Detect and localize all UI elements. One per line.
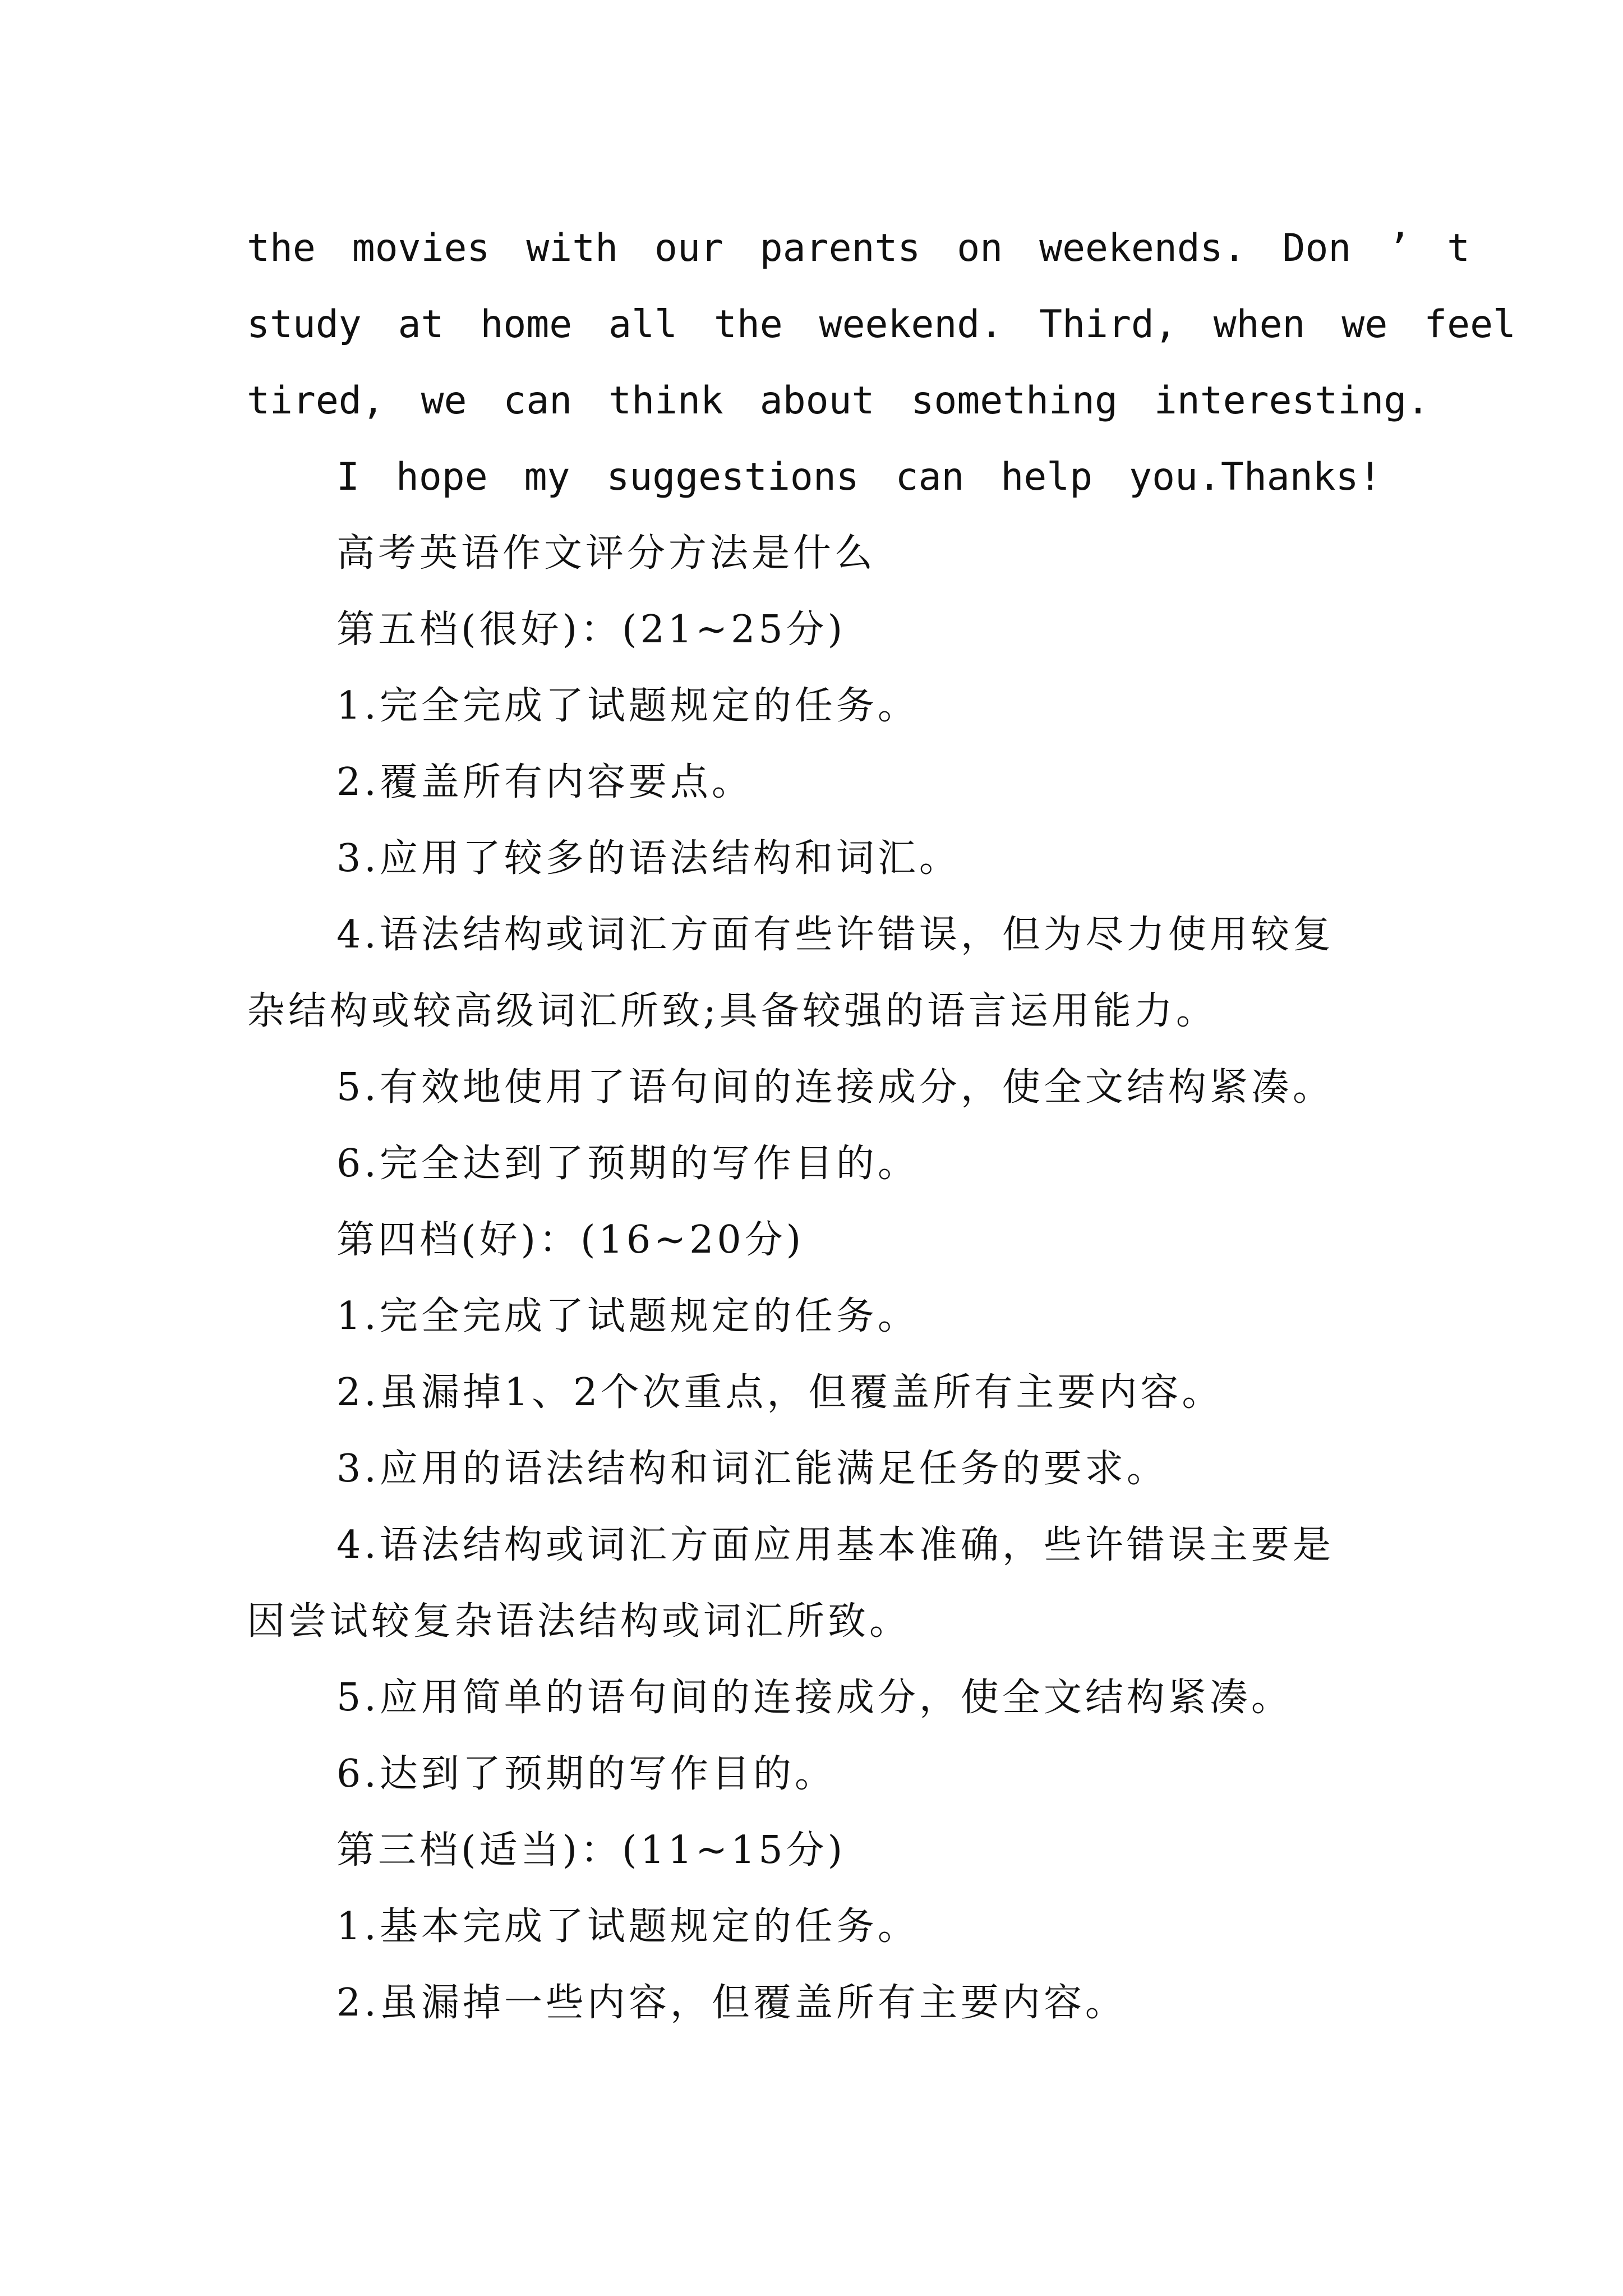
document-body [247, 210, 1516, 2041]
essay-line: the movies with our parents on weekends. Don ’ t [247, 226, 1470, 270]
band4-item-continuation: 因尝试较复杂语法结构或词汇所致。 [247, 1599, 911, 1644]
band4-item: 2.虽漏掉1、2个次重点，但覆盖所有主要内容。 [336, 1370, 1224, 1415]
band5-title: 第五档(很好)：(21~25分) [336, 608, 846, 652]
band5-item: 2.覆盖所有内容要点。 [336, 760, 753, 804]
section-heading: 高考英语作文评分方法是什么 [336, 531, 877, 576]
band4-item: 6.达到了预期的写作目的。 [336, 1752, 836, 1796]
band3-title: 第三档(适当)：(11~15分) [336, 1828, 846, 1872]
band4-item: 4.语法结构或词汇方面应用基本准确，些许错误主要是 [336, 1523, 1334, 1567]
essay-closing-line: I hope my suggestions can help you.Thanks! [336, 455, 1382, 499]
band5-item: 5.有效地使用了语句间的连接成分，使全文结构紧凑。 [336, 1065, 1334, 1110]
band4-title: 第四档(好)：(16~20分) [336, 1218, 805, 1262]
essay-line: tired, we can think about something interesting. [247, 379, 1430, 423]
band5-item-continuation: 杂结构或较高级词汇所致;具备较强的语言运用能力。 [247, 989, 1218, 1033]
band4-item: 5.应用简单的语句间的连接成分，使全文结构紧凑。 [336, 1676, 1293, 1720]
essay-line: study at home all the weekend. Third, when we feel [247, 302, 1516, 347]
band5-item: 6.完全达到了预期的写作目的。 [336, 1142, 919, 1186]
band3-item: 1.基本完成了试题规定的任务。 [336, 1904, 919, 1949]
band4-item: 3.应用的语法结构和词汇能满足任务的要求。 [336, 1447, 1168, 1491]
band5-item: 4.语法结构或词汇方面有些许错误，但为尽力使用较复 [336, 913, 1334, 957]
band5-item: 1.完全完成了试题规定的任务。 [336, 684, 919, 728]
band4-item: 1.完全完成了试题规定的任务。 [336, 1294, 919, 1338]
band3-item: 2.虽漏掉一些内容，但覆盖所有主要内容。 [336, 1981, 1127, 2025]
band5-item: 3.应用了较多的语法结构和词汇。 [336, 836, 961, 881]
